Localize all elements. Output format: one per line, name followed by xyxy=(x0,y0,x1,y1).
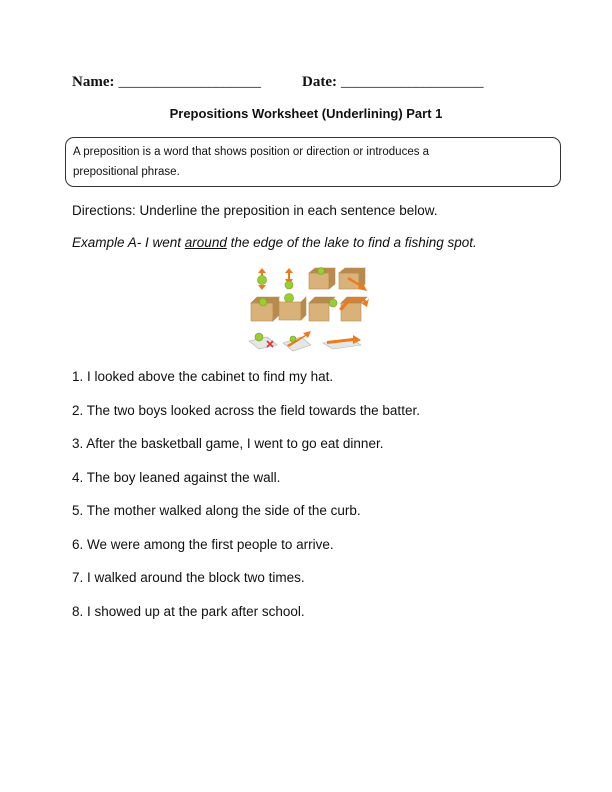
ball-across-arrow-icon xyxy=(283,331,311,351)
ball-below-arrow-icon xyxy=(285,268,293,289)
sentence-4: 4. The boy leaned against the wall. xyxy=(72,469,281,485)
example-sentence xyxy=(72,235,477,250)
date-label: Date: xyxy=(302,74,337,90)
ball-under-x-icon xyxy=(249,333,277,349)
sentence-3: 3. After the basketball game, I went to go eat dinner. xyxy=(72,436,384,451)
box-ball-on-top-icon xyxy=(309,268,335,290)
box-arrow-through-icon xyxy=(339,268,367,291)
name-blank: ___________________ xyxy=(118,74,261,90)
preposition-illustration xyxy=(243,265,369,355)
box-ball-beside-icon xyxy=(309,297,337,321)
arrow-along-icon xyxy=(323,335,361,349)
header-fields xyxy=(72,74,542,94)
example-underlined-word: around xyxy=(184,235,227,250)
name-label: Name: xyxy=(72,74,115,90)
definition-line-1: A preposition is a word that shows position or direction or introduces a xyxy=(73,146,430,158)
date-blank: ___________________ xyxy=(340,74,484,90)
ball-above-arrow-icon xyxy=(258,268,267,290)
example-before: Example A- I went xyxy=(72,235,185,250)
date-field[interactable] xyxy=(302,74,483,91)
definition-box xyxy=(65,137,561,187)
box-ball-inside-icon xyxy=(251,297,279,321)
sentence-2: 2. The two boys looked across the field towards the batter. xyxy=(72,402,420,418)
directions-text: Directions: Underline the preposition in each sentence below. xyxy=(72,203,438,218)
example-after: the edge of the lake to find a fishing spot. xyxy=(226,235,477,250)
sentence-8: 8. I showed up at the park after school. xyxy=(72,603,305,619)
definition-line-2: prepositional phrase. xyxy=(73,166,180,178)
sentence-list xyxy=(72,369,552,637)
sentence-5: 5. The mother walked along the side of the curb. xyxy=(72,503,361,518)
sentence-1: 1. I looked above the cabinet to find my hat. xyxy=(72,369,334,384)
sentence-7: 7. I walked around the block two times. xyxy=(72,570,305,585)
worksheet-title: Prepositions Worksheet (Underlining) Part 1 xyxy=(169,106,443,121)
box-ball-behind-icon xyxy=(279,294,306,321)
box-arrow-around-icon xyxy=(339,297,369,321)
name-field[interactable] xyxy=(72,74,261,91)
sentence-6: 6. We were among the first people to arrive. xyxy=(72,536,334,552)
